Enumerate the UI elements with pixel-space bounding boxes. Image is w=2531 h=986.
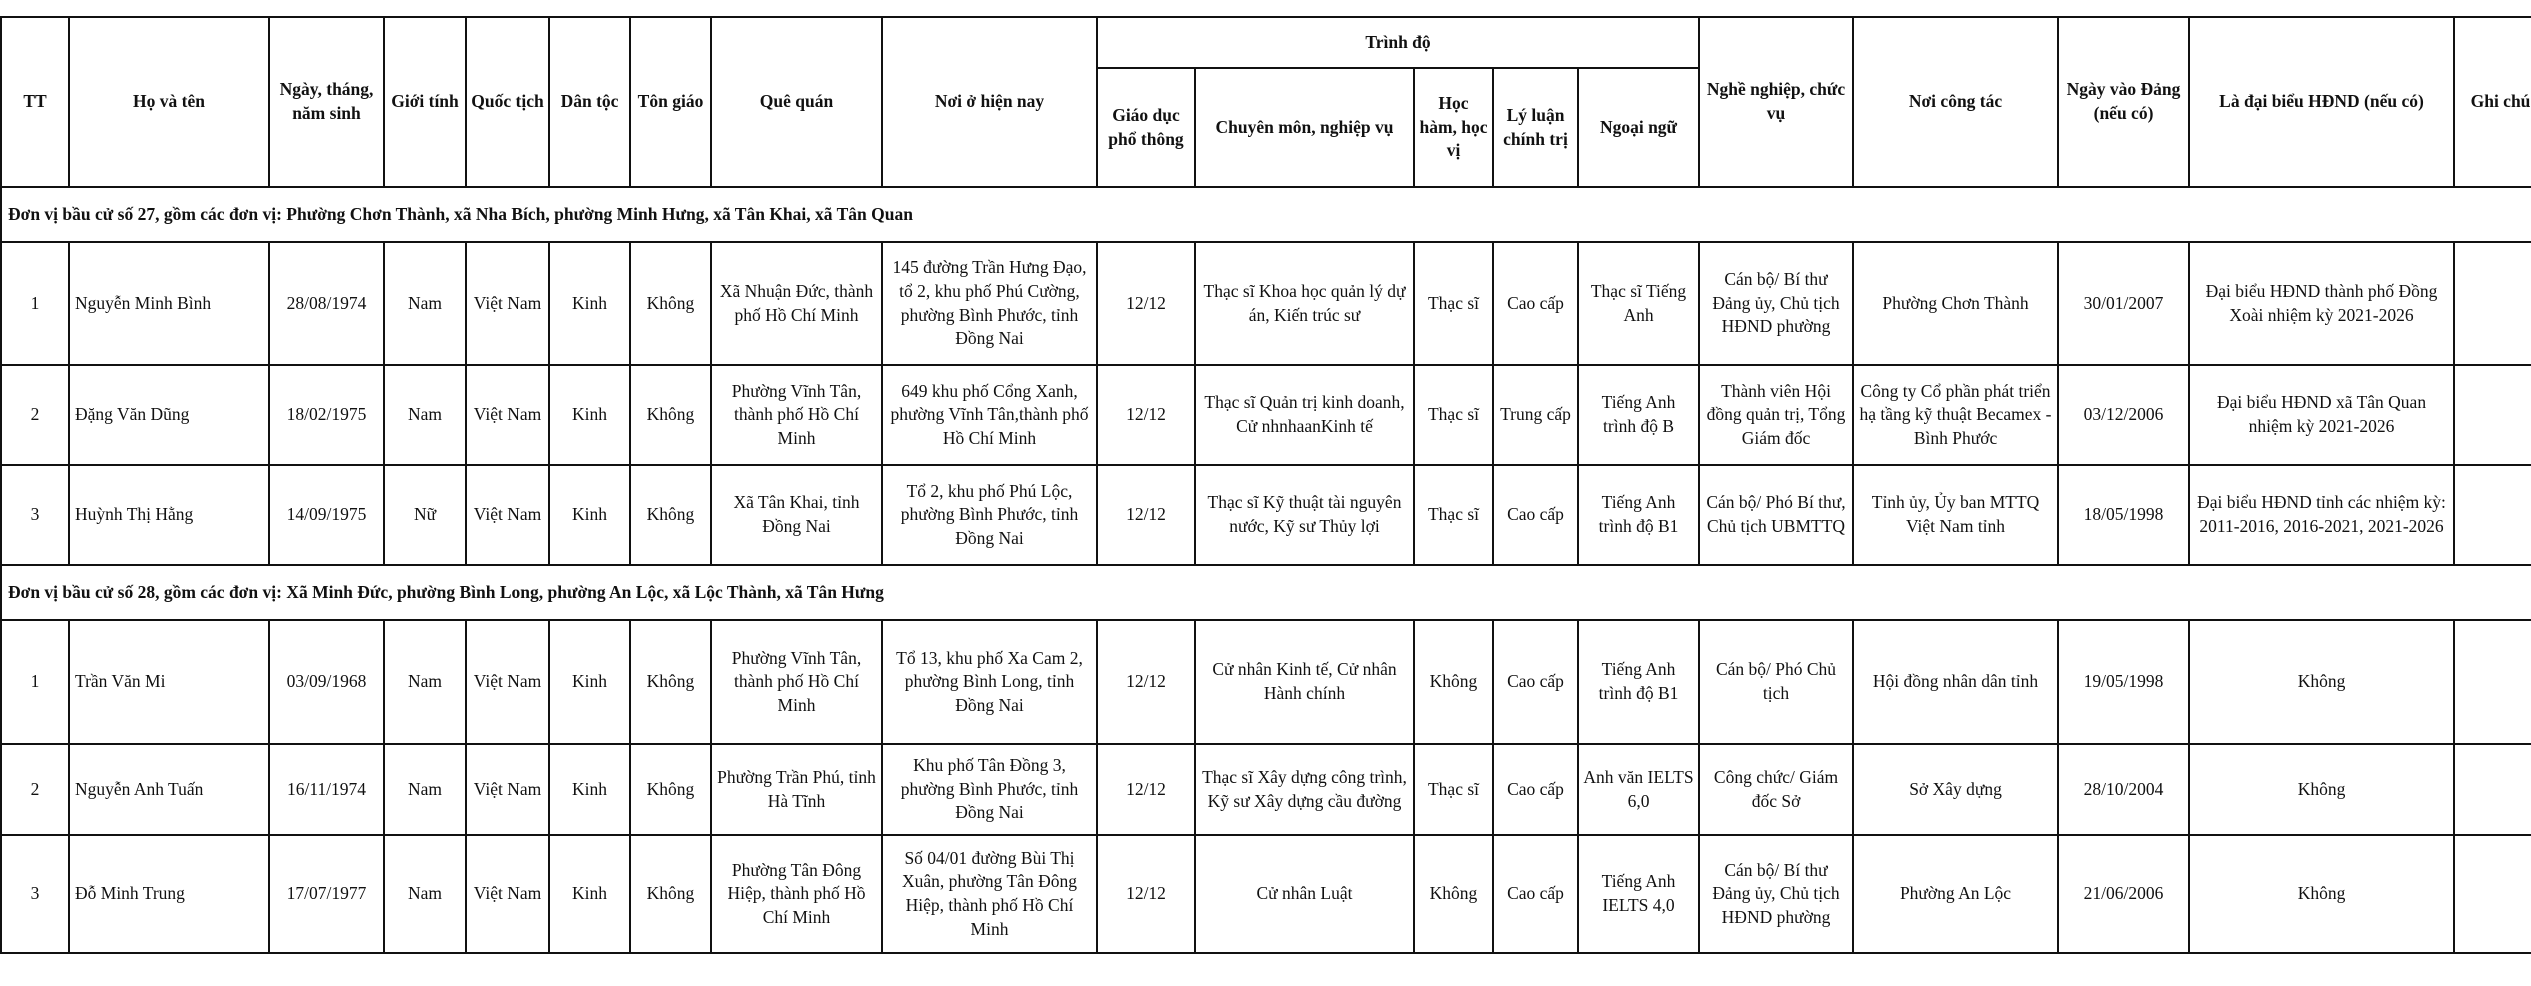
cell-chuyen-mon: Thạc sĩ Kỹ thuật tài nguyên nước, Kỹ sư Thủy lợi — [1195, 465, 1414, 565]
header-dai-bieu: Là đại biểu HĐND (nếu có) — [2189, 17, 2454, 187]
table-header — [1, 17, 2531, 187]
cell-giao-duc: 12/12 — [1097, 744, 1195, 835]
cell-nghe-nghiep: Cán bộ/ Bí thư Đảng ủy, Chủ tịch HĐND phường — [1699, 242, 1853, 365]
cell-nghe-nghiep: Cán bộ/ Phó Bí thư, Chủ tịch UBMTTQ — [1699, 465, 1853, 565]
cell-ghi-chu — [2454, 365, 2531, 465]
cell-noi-cong-tac: Hội đồng nhân dân tỉnh — [1853, 620, 2058, 744]
cell-hoc-ham: Thạc sĩ — [1414, 365, 1493, 465]
cell-ly-luan: Cao cấp — [1493, 465, 1578, 565]
cell-chuyen-mon: Cử nhân Kinh tế, Cử nhân Hành chính — [1195, 620, 1414, 744]
cell-ngoai-ngu: Anh văn IELTS 6,0 — [1578, 744, 1699, 835]
cell-ho-ten: Nguyễn Anh Tuấn — [69, 744, 269, 835]
cell-que-quan: Phường Vĩnh Tân, thành phố Hồ Chí Minh — [711, 365, 882, 465]
cell-dai-bieu: Không — [2189, 744, 2454, 835]
cell-ngay-vao-dang: 28/10/2004 — [2058, 744, 2189, 835]
header-ngay-sinh: Ngày, tháng, năm sinh — [269, 17, 384, 187]
cell-hoc-ham: Không — [1414, 620, 1493, 744]
cell-nghe-nghiep: Công chức/ Giám đốc Sở — [1699, 744, 1853, 835]
cell-nghe-nghiep: Cán bộ/ Phó Chủ tịch — [1699, 620, 1853, 744]
cell-ngoai-ngu: Tiếng Anh trình độ B — [1578, 365, 1699, 465]
header-ngoai-ngu: Ngoại ngữ — [1578, 68, 1699, 187]
header-que-quan: Quê quán — [711, 17, 882, 187]
cell-que-quan: Xã Tân Khai, tỉnh Đồng Nai — [711, 465, 882, 565]
cell-nghe-nghiep: Cán bộ/ Bí thư Đảng ủy, Chủ tịch HĐND phường — [1699, 835, 1853, 953]
header-trinh-do: Trình độ — [1097, 17, 1699, 68]
cell-dai-bieu: Không — [2189, 835, 2454, 953]
header-nghe-nghiep: Nghề nghiệp, chức vụ — [1699, 17, 1853, 187]
cell-que-quan: Phường Tân Đông Hiệp, thành phố Hồ Chí Minh — [711, 835, 882, 953]
cell-giao-duc: 12/12 — [1097, 620, 1195, 744]
header-tt: TT — [1, 17, 69, 187]
header-noi-o: Nơi ở hiện nay — [882, 17, 1097, 187]
cell-gioi-tinh: Nam — [384, 620, 466, 744]
cell-hoc-ham: Thạc sĩ — [1414, 744, 1493, 835]
cell-ton-giao: Không — [630, 242, 711, 365]
cell-ghi-chu — [2454, 620, 2531, 744]
cell-ngay-sinh: 18/02/1975 — [269, 365, 384, 465]
cell-ngay-vao-dang: 30/01/2007 — [2058, 242, 2189, 365]
cell-que-quan: Phường Trần Phú, tỉnh Hà Tĩnh — [711, 744, 882, 835]
cell-gioi-tinh: Nam — [384, 242, 466, 365]
cell-ghi-chu — [2454, 835, 2531, 953]
cell-noi-cong-tac: Phường An Lộc — [1853, 835, 2058, 953]
cell-ton-giao: Không — [630, 744, 711, 835]
cell-dan-toc: Kinh — [549, 744, 630, 835]
cell-noi-o: Tổ 2, khu phố Phú Lộc, phường Bình Phước, tỉnh Đồng Nai — [882, 465, 1097, 565]
cell-gioi-tinh: Nam — [384, 365, 466, 465]
header-ton-giao: Tôn giáo — [630, 17, 711, 187]
candidate-table — [0, 16, 2531, 954]
cell-noi-o: 145 đường Trần Hưng Đạo, tổ 2, khu phố Phú Cường, phường Bình Phước, tỉnh Đồng Nai — [882, 242, 1097, 365]
cell-dai-bieu: Đại biểu HĐND thành phố Đồng Xoài nhiệm kỳ 2021-2026 — [2189, 242, 2454, 365]
cell-ngay-vao-dang: 19/05/1998 — [2058, 620, 2189, 744]
cell-dan-toc: Kinh — [549, 835, 630, 953]
cell-ngay-sinh: 14/09/1975 — [269, 465, 384, 565]
cell-chuyen-mon: Thạc sĩ Xây dựng công trình, Kỹ sư Xây dựng cầu đường — [1195, 744, 1414, 835]
cell-que-quan: Phường Vĩnh Tân, thành phố Hồ Chí Minh — [711, 620, 882, 744]
cell-ho-ten: Huỳnh Thị Hằng — [69, 465, 269, 565]
cell-dai-bieu: Không — [2189, 620, 2454, 744]
cell-ton-giao: Không — [630, 620, 711, 744]
cell-ngoai-ngu: Tiếng Anh trình độ B1 — [1578, 620, 1699, 744]
cell-giao-duc: 12/12 — [1097, 365, 1195, 465]
table-row — [1, 465, 2531, 565]
cell-ly-luan: Cao cấp — [1493, 620, 1578, 744]
cell-ho-ten: Nguyễn Minh Bình — [69, 242, 269, 365]
header-gioi-tinh: Giới tính — [384, 17, 466, 187]
table-row — [1, 242, 2531, 365]
cell-dan-toc: Kinh — [549, 242, 630, 365]
cell-ho-ten: Đỗ Minh Trung — [69, 835, 269, 953]
table-row — [1, 620, 2531, 744]
cell-ngay-sinh: 16/11/1974 — [269, 744, 384, 835]
cell-noi-cong-tac: Sở Xây dựng — [1853, 744, 2058, 835]
cell-quoc-tich: Việt Nam — [466, 365, 549, 465]
header-ho-ten: Họ và tên — [69, 17, 269, 187]
cell-hoc-ham: Không — [1414, 835, 1493, 953]
cell-ly-luan: Cao cấp — [1493, 744, 1578, 835]
cell-ghi-chu — [2454, 465, 2531, 565]
cell-tt: 3 — [1, 835, 69, 953]
cell-giao-duc: 12/12 — [1097, 242, 1195, 365]
cell-ton-giao: Không — [630, 835, 711, 953]
cell-noi-cong-tac: Phường Chơn Thành — [1853, 242, 2058, 365]
cell-ngay-vao-dang: 18/05/1998 — [2058, 465, 2189, 565]
cell-que-quan: Xã Nhuận Đức, thành phố Hồ Chí Minh — [711, 242, 882, 365]
header-hoc-ham: Học hàm, học vị — [1414, 68, 1493, 187]
group-row — [1, 187, 2531, 242]
header-noi-cong-tac: Nơi công tác — [1853, 17, 2058, 187]
header-giao-duc: Giáo dục phổ thông — [1097, 68, 1195, 187]
table-row — [1, 365, 2531, 465]
cell-ton-giao: Không — [630, 365, 711, 465]
cell-quoc-tich: Việt Nam — [466, 835, 549, 953]
cell-ho-ten: Đặng Văn Dũng — [69, 365, 269, 465]
cell-ngay-sinh: 17/07/1977 — [269, 835, 384, 953]
header-ngay-vao-dang: Ngày vào Đảng (nếu có) — [2058, 17, 2189, 187]
cell-ngay-sinh: 03/09/1968 — [269, 620, 384, 744]
header-quoc-tich: Quốc tịch — [466, 17, 549, 187]
cell-chuyen-mon: Cử nhân Luật — [1195, 835, 1414, 953]
cell-quoc-tich: Việt Nam — [466, 620, 549, 744]
cell-tt: 1 — [1, 242, 69, 365]
cell-tt: 2 — [1, 744, 69, 835]
cell-nghe-nghiep: Thành viên Hội đồng quản trị, Tổng Giám đốc — [1699, 365, 1853, 465]
table-row — [1, 835, 2531, 953]
cell-giao-duc: 12/12 — [1097, 835, 1195, 953]
cell-dan-toc: Kinh — [549, 620, 630, 744]
cell-ngay-vao-dang: 03/12/2006 — [2058, 365, 2189, 465]
header-dan-toc: Dân tộc — [549, 17, 630, 187]
cell-hoc-ham: Thạc sĩ — [1414, 465, 1493, 565]
cell-ngoai-ngu: Thạc sĩ Tiếng Anh — [1578, 242, 1699, 365]
group-row — [1, 565, 2531, 620]
table-row — [1, 744, 2531, 835]
cell-ghi-chu — [2454, 242, 2531, 365]
cell-gioi-tinh: Nam — [384, 835, 466, 953]
cell-tt: 3 — [1, 465, 69, 565]
cell-noi-o: 649 khu phố Cổng Xanh, phường Vĩnh Tân,thành phố Hồ Chí Minh — [882, 365, 1097, 465]
cell-ly-luan: Trung cấp — [1493, 365, 1578, 465]
cell-hoc-ham: Thạc sĩ — [1414, 242, 1493, 365]
cell-ly-luan: Cao cấp — [1493, 242, 1578, 365]
cell-dan-toc: Kinh — [549, 365, 630, 465]
cell-noi-o: Khu phố Tân Đồng 3, phường Bình Phước, tỉnh Đồng Nai — [882, 744, 1097, 835]
cell-tt: 2 — [1, 365, 69, 465]
cell-ngay-sinh: 28/08/1974 — [269, 242, 384, 365]
cell-dai-bieu: Đại biểu HĐND xã Tân Quan nhiệm kỳ 2021-2026 — [2189, 365, 2454, 465]
cell-ho-ten: Trần Văn Mi — [69, 620, 269, 744]
header-ly-luan: Lý luận chính trị — [1493, 68, 1578, 187]
cell-ngoai-ngu: Tiếng Anh trình độ B1 — [1578, 465, 1699, 565]
group-title: Đơn vị bầu cử số 28, gồm các đơn vị: Xã Minh Đức, phường Bình Long, phường An Lộc, xã Lộc Thành, xã Tân Hưng — [1, 565, 2531, 620]
cell-ghi-chu — [2454, 744, 2531, 835]
cell-chuyen-mon: Thạc sĩ Quản trị kinh doanh, Cử nhnhaanKinh tế — [1195, 365, 1414, 465]
header-chuyen-mon: Chuyên môn, nghiệp vụ — [1195, 68, 1414, 187]
table-body — [1, 187, 2531, 953]
cell-ngoai-ngu: Tiếng Anh IELTS 4,0 — [1578, 835, 1699, 953]
cell-quoc-tich: Việt Nam — [466, 242, 549, 365]
cell-dan-toc: Kinh — [549, 465, 630, 565]
cell-ngay-vao-dang: 21/06/2006 — [2058, 835, 2189, 953]
cell-noi-o: Tổ 13, khu phố Xa Cam 2, phường Bình Long, tỉnh Đồng Nai — [882, 620, 1097, 744]
cell-noi-cong-tac: Tỉnh ủy, Ủy ban MTTQ Việt Nam tỉnh — [1853, 465, 2058, 565]
cell-tt: 1 — [1, 620, 69, 744]
cell-ton-giao: Không — [630, 465, 711, 565]
cell-gioi-tinh: Nữ — [384, 465, 466, 565]
cell-chuyen-mon: Thạc sĩ Khoa học quản lý dự án, Kiến trúc sư — [1195, 242, 1414, 365]
cell-quoc-tich: Việt Nam — [466, 744, 549, 835]
header-ghi-chu: Ghi chú — [2454, 17, 2531, 187]
cell-quoc-tich: Việt Nam — [466, 465, 549, 565]
cell-ly-luan: Cao cấp — [1493, 835, 1578, 953]
cell-gioi-tinh: Nam — [384, 744, 466, 835]
cell-noi-o: Số 04/01 đường Bùi Thị Xuân, phường Tân Đông Hiệp, thành phố Hồ Chí Minh — [882, 835, 1097, 953]
cell-dai-bieu: Đại biểu HĐND tỉnh các nhiệm kỳ: 2011-2016, 2016-2021, 2021-2026 — [2189, 465, 2454, 565]
group-title: Đơn vị bầu cử số 27, gồm các đơn vị: Phường Chơn Thành, xã Nha Bích, phường Minh Hưng, xã Tân Khai, xã Tân Quan — [1, 187, 2531, 242]
cell-giao-duc: 12/12 — [1097, 465, 1195, 565]
cell-noi-cong-tac: Công ty Cổ phần phát triển hạ tầng kỹ thuật Becamex - Bình Phước — [1853, 365, 2058, 465]
